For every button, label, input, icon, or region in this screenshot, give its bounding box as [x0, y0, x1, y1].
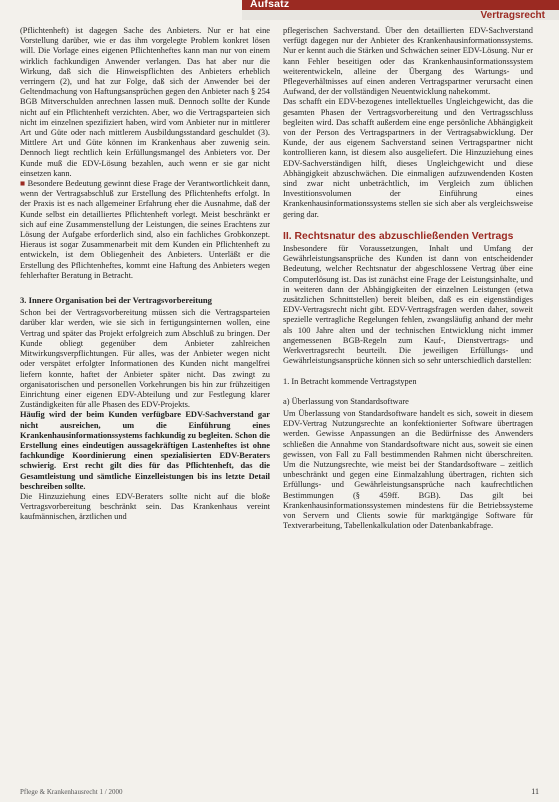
paragraph-bold: Häufig wird der beim Kunden verfügbare EDV-Sachverstand gar nicht ausreichen, um die Einführung eines Krankenhausinformationssystems fachkundig zu begleiten. Schon die Erstellung eines eindeutigen aussagekräftigen Lastenheftes ist ohne fachkundige Koordinierung einen spezialisierten EDV-Beraters schwierig. Erst recht gilt dies für das Pflichtenheft, das die Gesamtleistung und sämtliche Einzelleistungen bis ins letzte Detail beschreiben sollte.	[20, 410, 270, 491]
page-number: 11	[531, 787, 539, 796]
paragraph: Das schafft ein EDV-bezogenes intellektuelles Ungleichgewicht, das die gesamten Phasen der Vertragsvorbereitung und den Vertragsschluss begleiten wird. Das schafft außerdem eine enge persönliche Abhängigkeit von der Person des Vertragspartners in der Vertragsabwicklung. Der Kunde, der aus eigenem Sachverstand seinen Vertragspartner nicht kontrollieren kann, ist diesem also ausgeliefert. Die Hinzuziehung eines EDV-Sachverständigen hilft, dieses Ungleichgewicht und diese Abhängigkeit abzuschwächen. Die einmaligen aufzuwendenden Kosten sind zwar nicht unbeträchtlich, im Vergleich zum üblichen Investitionsvolumen der Einführung eines Krankenhausinformationssystems stellen sie sich aber als vergleichsweise gering dar.	[283, 97, 533, 219]
subheading: 1. In Betracht kommende Vertragstypen	[283, 376, 417, 386]
section-header	[242, 0, 559, 10]
paragraph: Insbesondere für Voraussetzungen, Inhalt und Umfang der Gewährleistungsansprüche des Kunden ist dann von entscheidender Bedeutung, welcher Rechtsnatur der abgeschlossene Vertrag über eine Computerlösung ist. Das ist zunächst eine Frage der Leistungsinhalte, und in weiteren dann der Abhängigkeiten der einzelnen Leistungen (etwa zusätzlichen Schnittstellen) bereit bleiben, daß es ein eigenständiges EDV-Vertragsrecht nicht gibt. EDV-Vertragsfragen werden daher, soweit spezielle vertragliche Regelungen fehlen, zwangsläufig anhand der mehr als 100 Jahre alten und der technischen Entwicklung nicht immer angemessenen BGB-Regeln zum Kauf-, Dienstvertrags- und Werkvertragsrecht beurteilt. Die jeweiligen Erfüllungs- und Gewährleistungsansprüche können sich so sehr unterschiedlich darstellen:	[283, 244, 533, 366]
paragraph: Schon bei der Vertragsvorbereitung müssen sich die Vertragsparteien darüber klar werden, wie sie sich in fertigungsinternen wollen, eine Vertrag und später das Projekt erfolgreich zum Abschluß zu bringen. Der Kunde obliegt gegenüber dem Anbieter zahlreichen Mitwirkungsverpflichtungen. Für alles, was der Anbieter wegen nicht oder verspätet erfolgter Informationen des Kunden nicht mangelfrei liefern konnte, haftet der Anbieter später nicht. Das zwingt zu organisatorischen und personellen Vorkehrungen bis hin zur frühzeitigen Einrichtung einer eigenen EDV-Abteilung und zur Festlegung klarer Zuständigkeiten für alle Phasen des EDV-Projekts.	[20, 308, 270, 410]
category-bar	[242, 10, 559, 20]
paragraph: pflegerischen Sachverstand. Über den detaillierten EDV-Sachverstand verfügt dagegen nur der Anbieter des Krankenhausinformationssystems. Nur er kennt auch die Stärken und Schwächen seiner EDV-Lösung. Nur er kann Fehler beseitigen oder das Krankenhausinformationssystem weiterentwickeln, alleine der Übergang des Wartungs- und Pflegeverhältnisses auf einen anderen Vertragspartner verursacht einen Aufwand, der der vollständigen Neuentwicklung nahekommt.	[283, 26, 533, 97]
category-label: Vertragsrecht	[480, 10, 545, 21]
footer-source: Pflege & Krankenhausrecht 1 / 2000	[20, 788, 123, 796]
right-column	[283, 26, 533, 531]
paragraph: Die Hinzuziehung eines EDV-Beraters sollte nicht auf die bloße Vertragsvorbereitung beschränkt sein. Das Krankenhaus vereint kaufmännischen, ärztlichen und	[20, 491, 270, 522]
paragraph: Um Überlassung von Standardsoftware handelt es sich, soweit in diesem EDV-Vertrag Nutzungsrechte an konfektionierter Software übertragen werden. Gewisse Anpassungen an die Bedürfnisse des Anwenders schließen die Annahme von Standardsoftware nicht aus, soweit sie einen gewissen, von Fall zu Fall bestimmenden Rahmen nicht überschreiten. Um die Nutzungsrechte, wie meist bei der Standardsoftware – zeitlich unbeschränkt und gegen eine Einmalzahlung übertragen, richten sich Erfüllungs- und Gewährleistungsansprüche nach kaufrechtlichen Bestimmungen (§ 459ff. BGB). Das gilt bei Krankenhausinformationssystemen mindestens für die Betriebssysteme von Servern und Clients sowie für marktgängige Software für Textverarbeitung, Tabellenkalkulation oder Datenbankabfrage.	[283, 408, 533, 531]
bullet-icon: ■	[20, 179, 28, 189]
paragraph: (Pflichtenheft) ist dagegen Sache des Anbieters. Nur er hat eine Vorstellung darüber, wie er das ihm vorgelegte Problem konkret lösen will. Die Vorlage eines eigenen Pflichtenheftes kann man nur von einem wirklich fachkundigen Anwender verlangen. Das hat aber nur die Wirkung, daß sich die Hinweispflichten des Anbieters erheblich verringern (2), und hat zur Folge, daß sich der Anwender bei der Geltendmachung von Haftungsansprüchen gegen den Anbieter nach § 254 BGB Mitverschulden anrechnen lassen muß. Dennoch sollte der Kunde nicht auf ein Pflichtenheft verzichten. Aber, wo die Vertragsparteien sich nicht im einzelnen spezifiziert haben, wird vom Anbieter nur in mittlerer Art und Güte oder nach mittlerem Ausbildungsstandard geschuldet (3). Mittlere Art und Güte können im Krankenhaus aber zuwenig sein. Dennoch liegt rechtlich kein Erfüllungsmangel des Anbieters vor. Der Kunde muß die EDV-Lösung bezahlen, auch wenn er sie gar nicht einsetzen kann.	[20, 26, 270, 178]
section-title: Aufsatz	[250, 0, 290, 10]
section-heading: II. Rechtsnatur des abzuschließenden Vertrags	[283, 230, 514, 242]
left-column	[20, 26, 270, 523]
subsection-heading: 3. Innere Organisation bei der Vertragsvorbereitung	[20, 295, 212, 306]
paragraph-bullet: ■ Besondere Bedeutung gewinnt diese Frage der Verantwortlichkeit dann, wenn der Vertragsabschluß zur Erstellung des Pflichtenhefts erfolgt. In der Praxis ist es nach allgemeiner Erfahrung eher die Ausnahme, daß der Kunde selbst ein detailliertes Pflichtenheft vorlegt. Meist beschränkt er sich auf eine Zusammenstellung der Leistungen, die seines Erachtens zur Lösung der Aufgabe erforderlich sind, also ein fachliches Grobkonzept. Hieraus ist sogar Zusammenarbeit mit dem Kunden ein Pflichtenheft zu entwickeln, ist dem Obliegenheit des Anbieters. Unterläßt er die Erstellung des Pflichtenheftes, kommt eine Haftung des Anbieters wegen fehlerhafter Beratung in Betracht.	[20, 179, 270, 280]
subheading: a) Überlassung von Standardsoftware	[283, 396, 409, 406]
